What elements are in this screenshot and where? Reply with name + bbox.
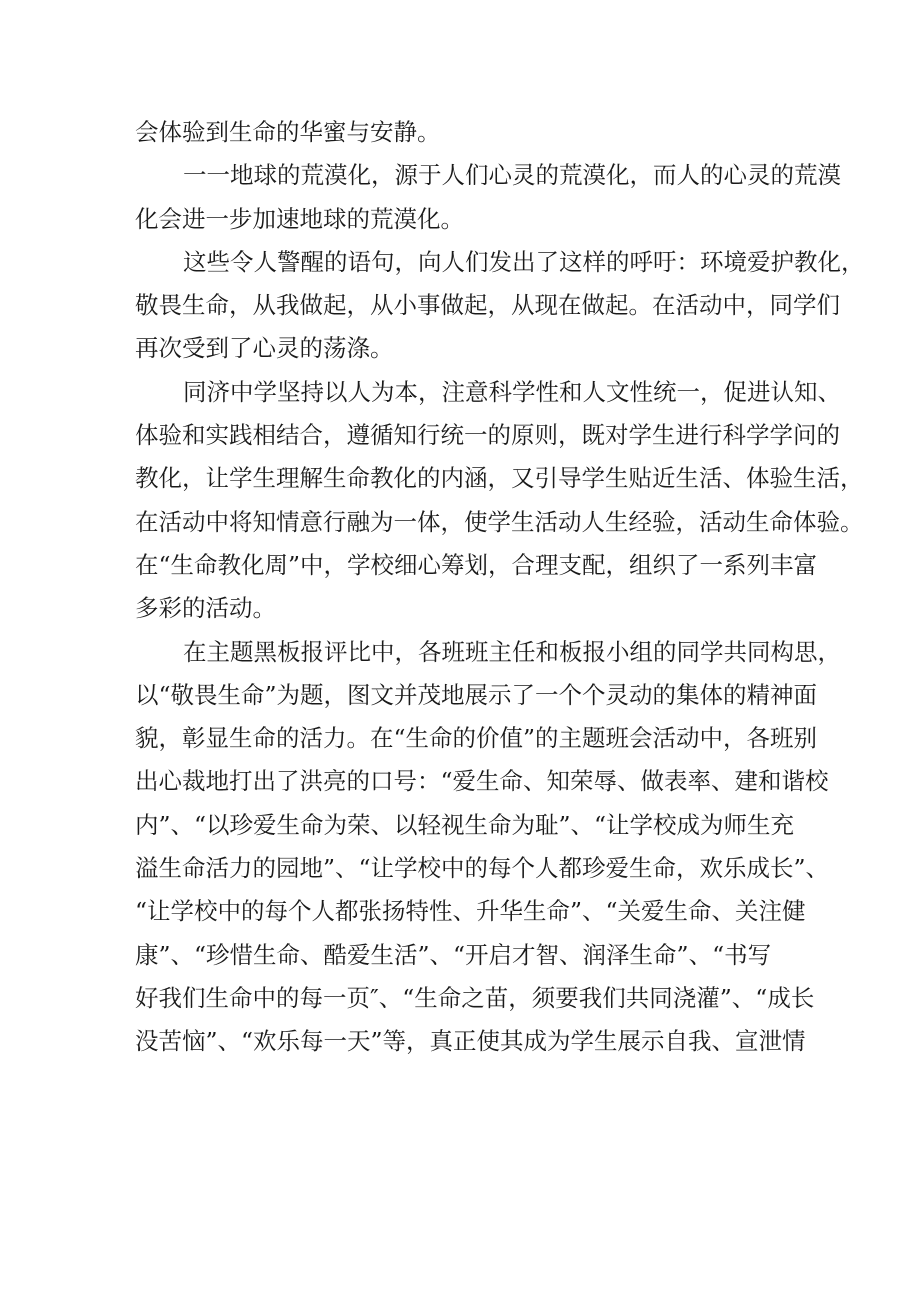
text-line: 在“生命教化周”中，学校细心筹划，合理支配，组织了一系列丰富 (135, 550, 818, 579)
text-line: 在主题黑板报评比中，各班班主任和板报小组的同学共同构思， (183, 637, 841, 666)
text-line: 这些令人警醒的语句，向人们发出了这样的呼吁：环境爱护教化， (183, 247, 865, 276)
text-line: 没苦恼”、“欢乐每一天”等，真正使其成为学生展示自我、宣泄情 (135, 1027, 806, 1056)
text-line: 康”、“珍惜生命、酷爱生活”、“开启才智、润泽生命”、“书写 (135, 940, 772, 969)
document-body (135, 111, 865, 1064)
paragraph-2 (135, 154, 841, 241)
text-line: 同济中学坚持以人为本，注意科学性和人文性统一，促进认知、 (183, 377, 841, 406)
text-line: 出心裁地打出了洪亮的口号：“爱生命、知荣辱、做表率、建和谐校 (135, 767, 829, 796)
text-line: 再次受到了心灵的荡涤。 (135, 334, 394, 363)
text-line: 在活动中将知情意行融为一体，使学生活动人生经验，活动生命体验。 (135, 507, 864, 536)
paragraph-4 (135, 371, 864, 631)
text-line: 以“敬畏生命”为题，图文并茂地展示了一个个灵动的集体的精神面 (135, 680, 818, 709)
text-line: 教化，让学生理解生命教化的内涵，又引导学生贴近生活、体验生活， (135, 464, 864, 493)
paragraph-3 (135, 241, 865, 371)
text-line: 多彩的活动。 (135, 594, 276, 623)
paragraph-5 (135, 631, 841, 1064)
text-line: 内”、“以珍爱生命为荣、以轻视生命为耻”、“让学校成为师生充 (135, 810, 795, 839)
text-line: 化会进一步加速地球的荒漠化。 (135, 204, 464, 233)
text-line: 敬畏生命，从我做起，从小事做起，从现在做起。在活动中，同学们 (135, 291, 840, 320)
text-line: 溢生命活力的园地”、“让学校中的每个人都珍爱生命，欢乐成长”、 (135, 854, 830, 883)
text-line: 会体验到生命的华蜜与安静。 (135, 118, 441, 146)
text-line: 体验和实践相结合，遵循知行统一的原则，既对学生进行科学学问的 (135, 421, 840, 450)
text-line: 好我们生命中的每一页″、“生命之苗，须要我们共同浇灌”、“成长 (135, 983, 815, 1012)
text-line: 貌，彰显生命的活力。在“生命的价值”的主题班会活动中，各班别 (135, 724, 818, 753)
text-line: 一一地球的荒漠化，源于人们心灵的荒漠化，而人的心灵的荒漠 (183, 161, 841, 190)
text-line: “让学校中的每个人都张扬特性、升华生命”、“关爱生命、关注健 (135, 897, 806, 926)
paragraph-1 (135, 111, 795, 154)
